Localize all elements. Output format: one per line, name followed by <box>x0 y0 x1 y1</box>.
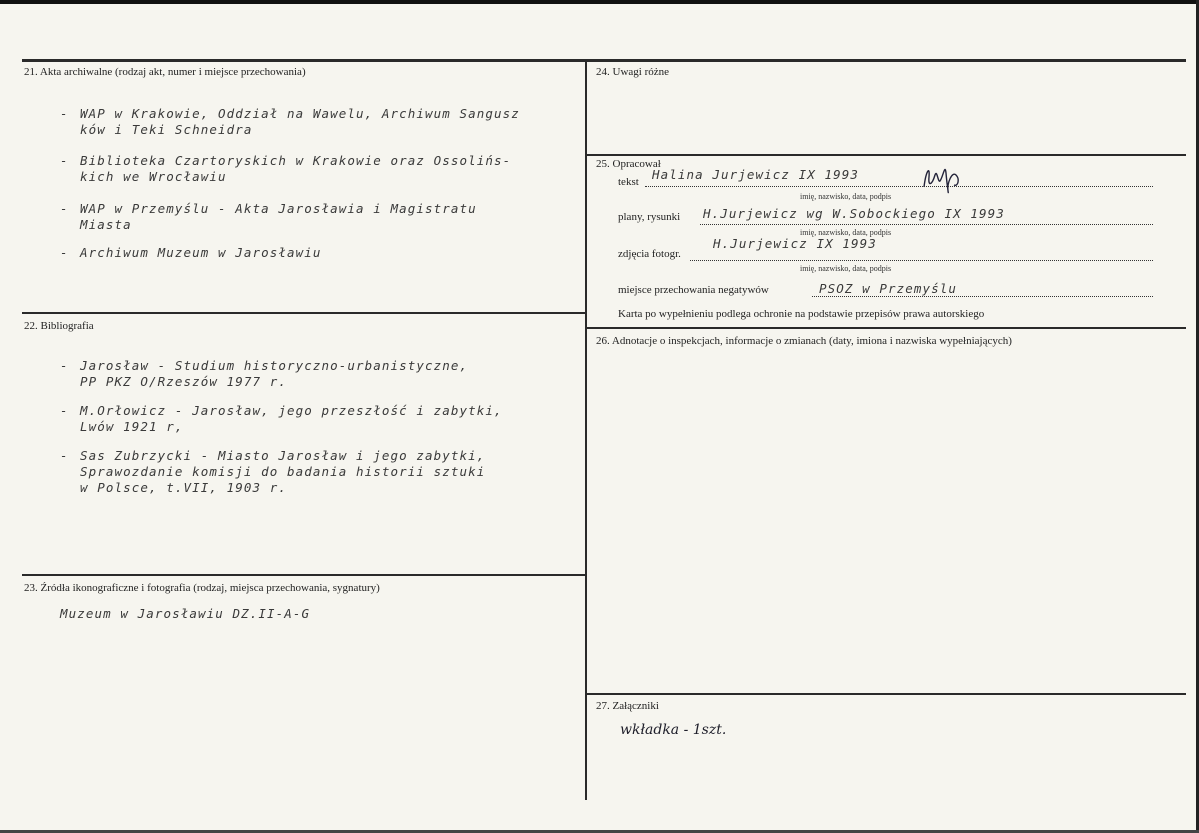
rule-21-22 <box>22 312 585 314</box>
list-item-line: PP PKZ O/Rzeszów 1977 r. <box>80 374 288 389</box>
section-23-value: Muzeum w Jarosławiu DZ.II-A-G <box>60 606 311 621</box>
section-23-label: 23. Źródła ikonograficzne i fotografia (rodzaj, miejsca przechowania, sygnatury) <box>24 582 380 594</box>
plans-author-label: plany, rysunki <box>618 211 681 223</box>
plans-author-value: H.Jurjewicz wg W.Sobockiego IX 1993 <box>703 206 1005 221</box>
negatives-location-line <box>812 296 1153 297</box>
plans-author-line <box>700 224 1153 225</box>
list-item-line: ków i Teki Schneidra <box>80 122 253 137</box>
signature-mark <box>918 157 966 206</box>
center-vertical-rule <box>585 60 587 800</box>
rule-22-23 <box>22 574 585 576</box>
list-item-line: Lwów 1921 r, <box>80 419 184 434</box>
list-item-line: M.Orłowicz - Jarosław, jego przeszłość i zabytki, <box>80 403 503 418</box>
list-item-dash: - <box>60 106 69 121</box>
section-25-label: 25. Opracował <box>596 158 661 170</box>
photos-author-value: H.Jurjewicz IX 1993 <box>713 236 877 251</box>
rule-24-25 <box>587 154 1186 156</box>
photos-author-line <box>690 260 1153 261</box>
scan-edge-top <box>0 0 1199 4</box>
section-26-label: 26. Adnotacje o inspekcjach, informacje o zmianach (daty, imiona i nazwiska wypełniających) <box>596 335 1012 347</box>
rule-25-26 <box>587 327 1186 329</box>
list-item-line: Sas Zubrzycki - Miasto Jarosław i jego zabytki, <box>80 448 486 463</box>
negatives-location-label: miejsce przechowania negatywów <box>618 284 769 296</box>
list-item-dash: - <box>60 153 69 168</box>
list-item-line: WAP w Krakowie, Oddział na Wawelu, Archiwum Sangusz <box>80 106 520 121</box>
photos-author-caption: imię, nazwisko, data, podpis <box>800 264 892 273</box>
list-item-dash: - <box>60 201 69 216</box>
list-item-line: Jarosław - Studium historyczno-urbanistyczne, <box>80 358 469 373</box>
list-item-line: kich we Wrocławiu <box>80 169 227 184</box>
rule-26-27 <box>587 693 1186 695</box>
section-27-label: 27. Załączniki <box>596 700 659 712</box>
list-item-line: Miasta <box>80 217 132 232</box>
list-item-line: Biblioteka Czartoryskich w Krakowie oraz Ossolińs- <box>80 153 512 168</box>
list-item-dash: - <box>60 448 69 463</box>
top-rule <box>22 59 1186 62</box>
list-item-dash: - <box>60 245 69 260</box>
text-author-caption: imię, nazwisko, data, podpis <box>800 192 892 201</box>
list-item-line: Archiwum Muzeum w Jarosławiu <box>80 245 322 260</box>
list-item-dash: - <box>60 403 69 418</box>
list-item-dash: - <box>60 358 69 373</box>
list-item-line: w Polsce, t.VII, 1903 r. <box>80 480 288 495</box>
text-author-label: tekst <box>618 176 639 188</box>
section-27-handwritten-value: wkładka - 1szt. <box>620 722 727 738</box>
section-21-label: 21. Akta archiwalne (rodzaj akt, numer i miejsce przechowania) <box>24 66 306 78</box>
section-24-label: 24. Uwagi różne <box>596 66 670 78</box>
text-author-line <box>645 186 1153 187</box>
section-22-label: 22. Bibliografia <box>24 320 94 332</box>
text-author-value: Halina Jurjewicz IX 1993 <box>652 167 860 182</box>
negatives-location-value: PSOZ w Przemyślu <box>819 281 958 296</box>
list-item-line: WAP w Przemyślu - Akta Jarosławia i Magistratu <box>80 201 477 216</box>
photos-author-label: zdjęcia fotogr. <box>618 248 681 260</box>
copyright-notice: Karta po wypełnieniu podlega ochronie na podstawie przepisów prawa autorskiego <box>618 308 985 320</box>
list-item-line: Sprawozdanie komisji do badania historii sztuki <box>80 464 486 479</box>
plans-author-caption: imię, nazwisko, data, podpis <box>800 228 892 237</box>
